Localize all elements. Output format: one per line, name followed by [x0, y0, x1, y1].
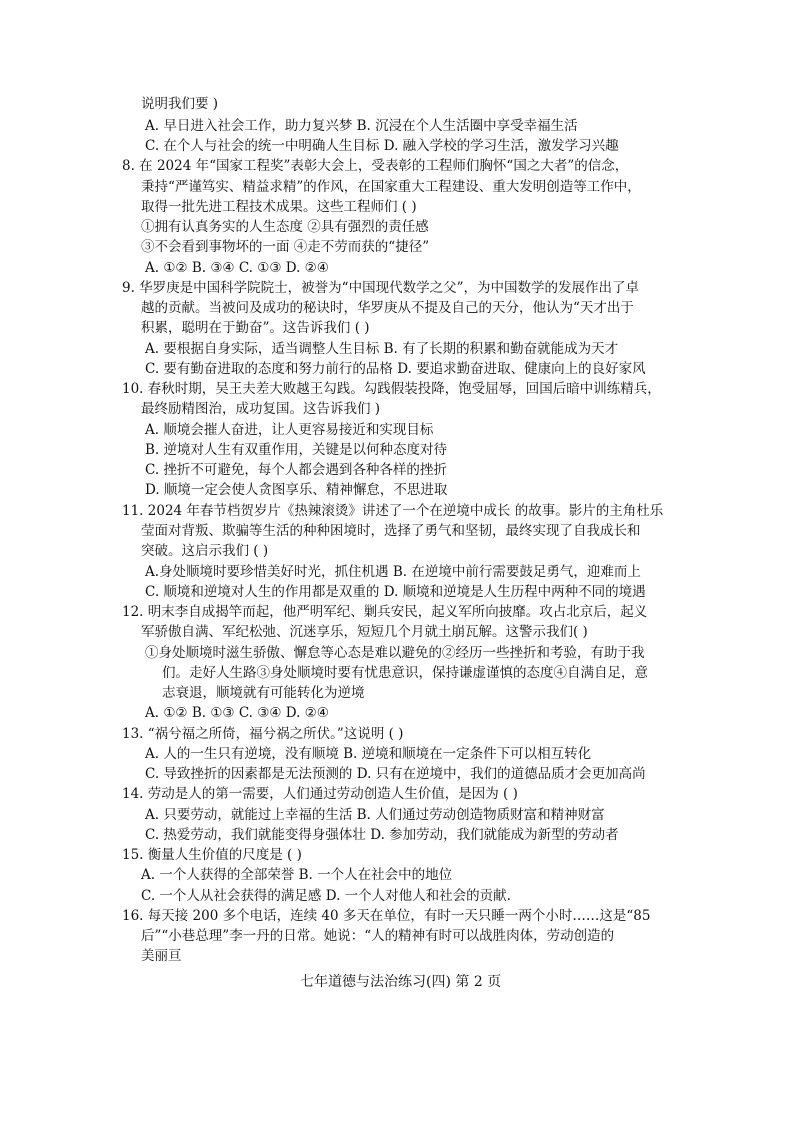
- text-line: 们。走好人生路③身处顺境时要有忧患意识，保持谦虚谨慎的态度④自满自足，意: [162, 665, 648, 681]
- text-line: C. 顺境和逆境对人生的作用都是双重的 D. 顺境和逆境是人生历程中两种不同的境遇: [145, 584, 646, 600]
- text-line: ①拥有认真务实的人生态度 ②具有强烈的责任感: [141, 219, 429, 235]
- text-line: C. 导致挫折的因素都是无法预测的 D. 只有在逆境中，我们的道德品质才会更加高尚: [145, 766, 646, 782]
- text-line: A. 要根据自身实际，适当调整人生目标 B. 有了长期的积累和勤奋就能成为天才: [145, 341, 619, 357]
- text-line: 9. 华罗庚是中国科学院院士，被誉为“中国现代数学之父”，为中国数学的发展作出了卓: [122, 280, 639, 296]
- text-line: 说明我们要 ): [141, 96, 219, 112]
- text-line: 美丽亘: [141, 948, 182, 964]
- text-line: 军骄傲自满、军纪松弛、沉迷享乐，短短几个月就土崩瓦解。这警示我们( ): [141, 624, 588, 640]
- text-line: C. 热爱劳动，我们就能变得身强体壮 D. 参加劳动，我们就能成为新型的劳动者: [145, 827, 619, 843]
- text-line: 积累，聪明在于勤奋”。这告诉我们 ( ): [141, 320, 370, 336]
- text-line: 秉持“严谨笃实、精益求精”的作风，在国家重大工程建设、重大发明创造等工作中，: [141, 179, 641, 195]
- text-line: 11. 2024 年春节档贺岁片《热辣滚烫》讲述了一个在逆境中成长 的故事。影片的主角杜乐: [122, 503, 664, 519]
- text-line: D. 顺境一定会使人贪图享乐、精神懈怠，不思进取: [145, 482, 448, 498]
- text-line: 取得一批先进工程技术成果。这些工程师们 ( ): [141, 199, 417, 215]
- text-line: A. 人的一生只有逆境，没有顺境 B. 逆境和顺境在一定条件下可以相互转化: [145, 746, 592, 762]
- text-line: 最终励精图治，成功复国。这告诉我们 ): [141, 401, 381, 417]
- text-line: 10. 春秋时期，吴王夫差大败越王勾践。勾践假装投降，饱受屈辱，回国后暗中训练精兵，: [122, 381, 661, 397]
- text-line: 12. 明末李自成揭竿而起，他严明军纪、剿兵安民，起义军所向披靡。攻占北京后，起义: [122, 604, 648, 620]
- text-line: 15. 衡量人生价值的尺度是 ( ): [122, 847, 302, 863]
- text-line: C. 挫折不可避免，每个人都会遇到各种各样的挫折: [145, 462, 447, 478]
- text-line: 越的贡献。当被问及成功的秘诀时，华罗庚从不提及自己的天分，他认为“天才出于: [141, 300, 634, 316]
- text-line: 13. “祸兮福之所倚，福兮祸之所伏。”这说明 ( ): [122, 726, 404, 742]
- text-line: 14. 劳动是人的第一需要，人们通过劳动创造人生价值，是因为 ( ): [122, 786, 518, 802]
- text-line: 志衰退，顺境就有可能转化为逆境: [162, 685, 365, 701]
- text-line: A. 一个人获得的全部荣誉 B. 一个人在社会中的地位: [141, 867, 453, 883]
- text-line: C. 在个人与社会的统一中明确人生目标 D. 融入学校的学习生活，激发学习兴趣: [145, 138, 619, 154]
- text-line: ③不会看到事物坏的一面 ④走不劳而获的“捷径”: [141, 239, 430, 255]
- text-line: 突破。这启示我们 ( ): [141, 543, 269, 559]
- text-line: C. 一个人从社会获得的满足感 D. 一个人对他人和社会的贡献.: [141, 888, 511, 904]
- text-line: C. 要有勤奋进取的态度和努力前行的品格 D. 要追求勤奋进取、健康向上的良好家风: [145, 361, 646, 377]
- text-line: 8. 在 2024 年“国家工程奖”表彰大会上，受表彰的工程师们胸怀“国之大者”的信念，: [122, 158, 629, 174]
- text-line: A.身处顺境时要珍惜美好时光，抓住机遇 B. 在逆境中前行需要鼓足勇气，迎难而上: [145, 564, 641, 580]
- text-line: A. ①② B. ③④ C. ①③ D. ②④: [145, 260, 329, 276]
- text-line: A. 早日进入社会工作，助力复兴梦 B. 沉浸在个人生活圈中享受幸福生活: [145, 118, 578, 134]
- text-line: A. 顺境会摧人奋进，让人更容易接近和实现目标: [145, 422, 434, 438]
- text-line: B. 逆境对人生有双重作用，关键是以何种态度对待: [145, 442, 448, 458]
- text-line: 莹面对背叛、欺骗等生活的种种困境时，选择了勇气和坚韧，最终实现了自我成长和: [141, 523, 641, 539]
- text-line: A. 只要劳动，就能过上幸福的生活 B. 人们通过劳动创造物质财富和精神财富: [145, 807, 605, 823]
- text-line: ①身处顺境时滋生骄傲、懈怠等心态是难以避免的②经历一些挫折和考验，有助于我: [145, 645, 645, 661]
- page-footer: 七年道德与法治练习(四) 第 2 页: [300, 974, 502, 990]
- text-line: 16. 每天接 200 多个电话，连续 40 多天在单位，有时一天只睡一两个小时……这是“85: [122, 908, 651, 924]
- text-line: A. ①② B. ①③ C. ③④ D. ②④: [145, 705, 329, 721]
- text-line: 后”“小巷总理”李一丹的日常。她说：“人的精神有时可以战胜肉体，劳动创造的: [141, 928, 615, 944]
